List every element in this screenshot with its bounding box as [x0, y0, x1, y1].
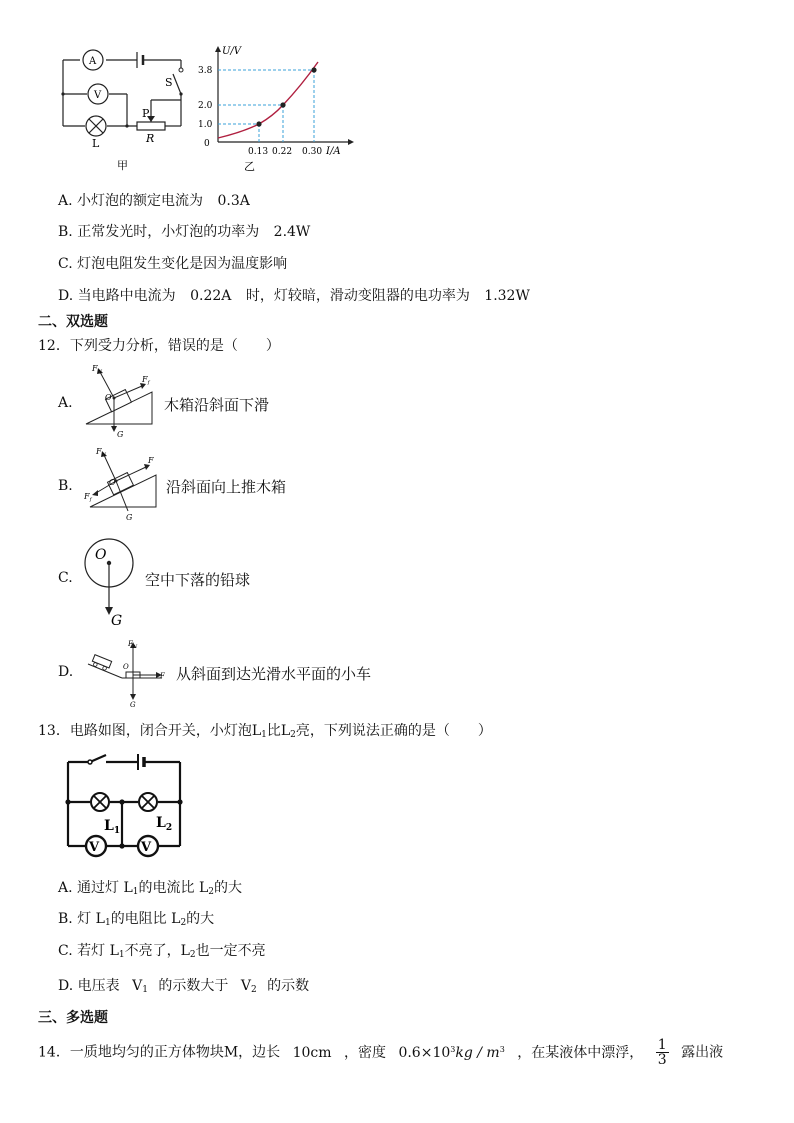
q12-figure-a [84, 362, 164, 442]
section-heading-double-choice: 二、双选题 [38, 314, 108, 330]
q12-figure-c [82, 537, 142, 629]
svg-text:0.22: 0.22 [272, 147, 293, 157]
svg-text:V: V [89, 840, 100, 855]
circuit-figure-jia [55, 42, 205, 172]
svg-text:O: O [95, 547, 107, 563]
svg-text:I/A: I/A [326, 146, 341, 157]
q13-option-b[interactable]: B. 灯 $L_1$的电阻比 $L_2$的大 [58, 911, 215, 928]
svg-text:V: V [94, 90, 102, 101]
svg-text:P: P [142, 107, 150, 120]
svg-text:2.0: 2.0 [198, 101, 213, 111]
svg-text:U/V: U/V [222, 46, 242, 57]
data-point [311, 67, 316, 72]
svg-text:Ff: $F_f$ [84, 492, 92, 503]
svg-text:G: G [130, 701, 136, 708]
svg-text:L2: $L_2$ [156, 815, 173, 833]
svg-text:F: F [148, 456, 154, 465]
q13-option-c[interactable]: C. 若灯 $L_1$不亮了，$L_2$也一定不亮 [58, 943, 266, 960]
fraction-one-third: $\frac{1}{3}$ [657, 1037, 667, 1068]
q12-figure-b [84, 445, 166, 525]
svg-text:G: G [126, 513, 133, 522]
svg-text:FN: $F_N$ [92, 364, 102, 375]
svg-text:乙: 乙 [244, 160, 255, 173]
svg-text:S: S [165, 76, 173, 89]
svg-text:O: O [123, 663, 129, 671]
q12-option-d-letter[interactable]: D. [58, 664, 74, 680]
svg-text:G: G [111, 613, 123, 629]
q14-stem: 14．一质地均匀的正方体物块M，边长 10cm ，密度 $0.6\times 10^3kg / m^3$ ，在某液体中漂浮， $\frac{1}{3}$ 露出液 [38, 1037, 724, 1068]
q12-option-c-letter[interactable]: C. [58, 570, 73, 586]
iu-curve [218, 62, 318, 138]
q13-circuit-figure [62, 752, 188, 860]
svg-text:O: O [105, 393, 112, 402]
data-point [280, 102, 285, 107]
svg-text:3.8: 3.8 [198, 66, 213, 76]
q11-option-d[interactable]: D. 当电路中电流为 0.22A 时，灯较暗，滑动变阻器的电功率为 1.32W [58, 288, 530, 304]
svg-text:0.30: 0.30 [302, 147, 323, 157]
svg-text:A: A [89, 56, 97, 67]
q12-option-d-text: 从斜面到达光滑水平面的小车 [176, 665, 372, 683]
q11-option-b[interactable]: B. 正常发光时，小灯泡的功率为 2.4W [58, 224, 311, 240]
q11-option-c[interactable]: C. 灯泡电阻发生变化是因为温度影响 [58, 256, 288, 272]
q12-figure-d [86, 638, 176, 708]
q12-option-b-text: 沿斜面向上推木箱 [166, 478, 287, 496]
svg-text:G: G [117, 430, 124, 439]
svg-text:L: L [92, 137, 100, 150]
svg-text:甲: 甲 [117, 159, 128, 172]
ui-graph-yi [198, 42, 358, 177]
q13-option-a[interactable]: A. 通过灯 $L_1$的电流比 $L_2$的大 [58, 880, 242, 897]
svg-text:F: F [160, 672, 165, 680]
svg-text:0.13: 0.13 [248, 147, 269, 157]
svg-text:R: R [146, 132, 155, 145]
svg-text:Ff: $F_f$ [142, 375, 150, 386]
data-point [256, 121, 261, 126]
q12-option-a-letter[interactable]: A. [58, 395, 73, 411]
svg-text:V: V [141, 840, 152, 855]
q11-option-a[interactable]: A. 小灯泡的额定电流为 0.3A [58, 193, 250, 209]
svg-text:1.0: 1.0 [198, 120, 213, 130]
q12-option-c-text: 空中下落的铅球 [145, 571, 251, 589]
q13-option-d[interactable]: D. 电压表 $V_1$ 的示数大于 $V_2$ 的示数 [58, 978, 310, 995]
q12-option-b-letter[interactable]: B. [58, 478, 73, 494]
q13-stem: 13．电路如图，闭合开关，小灯泡$L_1$比$L_2$亮，下列说法正确的是（ ） [38, 723, 492, 740]
svg-text:0: 0 [204, 139, 210, 149]
section-heading-multi-choice: 三、多选题 [38, 1010, 108, 1026]
svg-text:FN: $F_N$ [96, 447, 106, 458]
svg-text:L1: $L_1$ [104, 818, 121, 836]
svg-text:FN: $F_N$ [128, 640, 138, 650]
rheostat-icon [137, 122, 165, 130]
q12-stem: 12．下列受力分析，错误的是（ ） [38, 338, 280, 354]
svg-text:O: O [109, 478, 116, 487]
q12-option-a-text: 木箱沿斜面下滑 [164, 396, 270, 414]
